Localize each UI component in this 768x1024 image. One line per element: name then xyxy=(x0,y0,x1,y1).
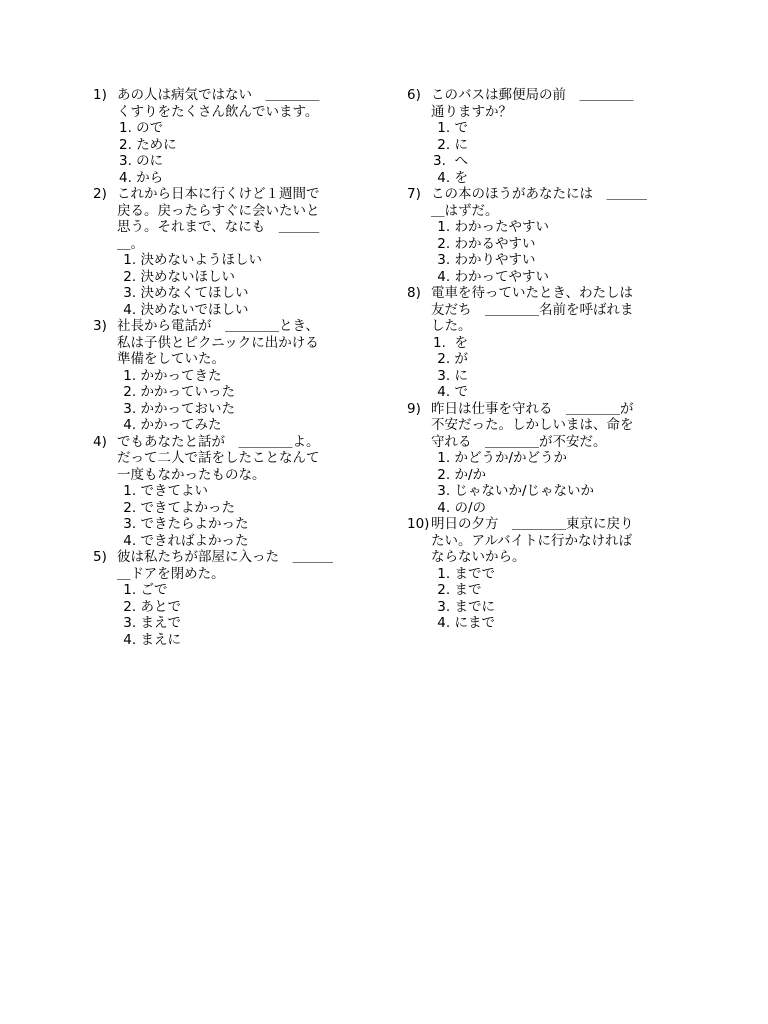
question-item xyxy=(407,401,682,517)
question-item xyxy=(93,186,368,318)
answer-option: 4. の/の xyxy=(433,499,487,516)
answer-option: 1. ごで xyxy=(119,582,168,598)
answer-option: 2. か/か xyxy=(433,466,487,483)
question-number: 8) xyxy=(407,285,421,301)
answer-options xyxy=(431,120,682,186)
answer-options xyxy=(431,566,682,632)
question-text: 昨日は仕事を守れる ＿＿＿＿が 不安だった。しかしいまは、命を 守れる ＿＿＿＿が不安だ。 xyxy=(431,400,634,450)
question-number: 5) xyxy=(93,549,107,565)
answer-option: 4. できればよかった xyxy=(119,532,249,549)
question-item xyxy=(407,516,682,632)
answer-option: 2. が xyxy=(433,351,468,367)
answer-option: 1. かどうか/かどうか xyxy=(433,450,568,466)
answer-option: 2. ために xyxy=(119,136,177,153)
answer-option: 1. かかってきた xyxy=(119,367,222,384)
answer-option: 4. まえに xyxy=(119,631,181,648)
question-text: このバスは郵便局の前 ＿＿＿＿ 通りますか？ xyxy=(431,87,634,120)
answer-option: 3. へ xyxy=(433,153,468,169)
answer-option: 2. まで xyxy=(433,582,482,598)
answer-option: 3. までに xyxy=(433,598,495,615)
answer-option: 3. できたらよかった xyxy=(119,516,249,532)
question-item xyxy=(93,434,368,550)
question-number: 10) xyxy=(407,516,430,532)
question-text: 彼は私たちが部屋に入った ＿＿＿ ＿ドアを閉めた。 xyxy=(117,549,333,582)
answer-option: 1. できてよい xyxy=(119,483,208,499)
answer-option: 2. に xyxy=(433,136,468,153)
answer-option: 1. を xyxy=(433,334,468,351)
question-text: これから日本に行くけど１週間で 戻る。戻ったらすぐに会いたいと 思う。それまで、なにも ＿＿＿ ＿。 xyxy=(117,186,320,252)
question-item xyxy=(93,549,368,648)
answer-option: 4. 決めないでほしい xyxy=(119,301,249,318)
answer-option: 2. できてよかった xyxy=(119,499,235,516)
right-column xyxy=(407,87,682,632)
question-text: 明日の夕方 ＿＿＿＿東京に戻り たい。アルバイトに行かなければ ならないから。 xyxy=(431,516,634,565)
question-number: 1) xyxy=(93,87,107,103)
question-number: 9) xyxy=(407,400,421,417)
question-text: この本のほうがあなたには ＿＿＿ ＿はずだ。 xyxy=(431,186,647,219)
question-item xyxy=(407,87,682,186)
left-column xyxy=(93,87,368,648)
answer-options xyxy=(431,450,682,516)
answer-option: 1. ので xyxy=(119,120,164,136)
question-item xyxy=(93,318,368,434)
answer-option: 1. までで xyxy=(433,565,495,582)
answer-option: 2. あとで xyxy=(119,598,181,615)
answer-options xyxy=(117,582,368,648)
answer-option: 4. にまで xyxy=(433,615,495,631)
question-number: 2) xyxy=(93,186,107,202)
answer-option: 3. 決めなくてほしい xyxy=(119,285,249,301)
answer-options xyxy=(431,335,682,401)
question-item xyxy=(407,186,682,285)
question-text: でもあなたと話が ＿＿＿＿よ。 だって二人で話をしたことなんて 一度もなかったものな。 xyxy=(117,433,320,483)
question-number: 4) xyxy=(93,433,107,450)
question-text: 電車を待っていたとき、わたしは 友だち ＿＿＿＿名前を呼ばれま した。 xyxy=(431,285,634,334)
answer-option: 3. まえで xyxy=(119,615,181,631)
answer-option: 3. のに xyxy=(119,153,164,169)
question-text: あの人は病気ではない ＿＿＿＿ くすりをたくさん飲んでいます。 xyxy=(117,87,320,120)
answer-option: 2. かかっていった xyxy=(119,384,235,400)
answer-option: 4. で xyxy=(433,384,468,400)
answer-option: 2. 決めないほしい xyxy=(119,268,235,285)
answer-option: 3. かかっておいた xyxy=(119,400,235,417)
answer-option: 4. かかってみた xyxy=(119,417,222,433)
question-text: 社長から電話が ＿＿＿＿とき、 私は子供とピクニックに出かける 準備をしていた。 xyxy=(117,318,319,367)
question-item xyxy=(93,87,368,186)
answer-option: 4. を xyxy=(433,169,468,186)
answer-options xyxy=(117,368,368,434)
answer-option: 1. で xyxy=(433,120,468,136)
answer-option: 3. わかりやすい xyxy=(433,252,536,268)
question-number: 7) xyxy=(407,186,421,202)
answer-options xyxy=(117,483,368,549)
answer-option: 3. じゃないか/じゃないか xyxy=(433,483,595,499)
answer-option: 1. わかったやすい xyxy=(433,219,549,235)
answer-options xyxy=(431,219,682,285)
answer-option: 2. わかるやすい xyxy=(433,235,536,252)
answer-option: 4. から xyxy=(119,169,164,186)
answer-options xyxy=(117,252,368,318)
question-number: 3) xyxy=(93,318,107,334)
answer-options xyxy=(117,120,368,186)
answer-option: 3. に xyxy=(433,367,468,384)
answer-option: 4. わかってやすい xyxy=(433,268,549,285)
answer-option: 1. 決めないようほしい xyxy=(119,252,262,268)
question-number: 6) xyxy=(407,87,421,103)
question-item xyxy=(407,285,682,401)
